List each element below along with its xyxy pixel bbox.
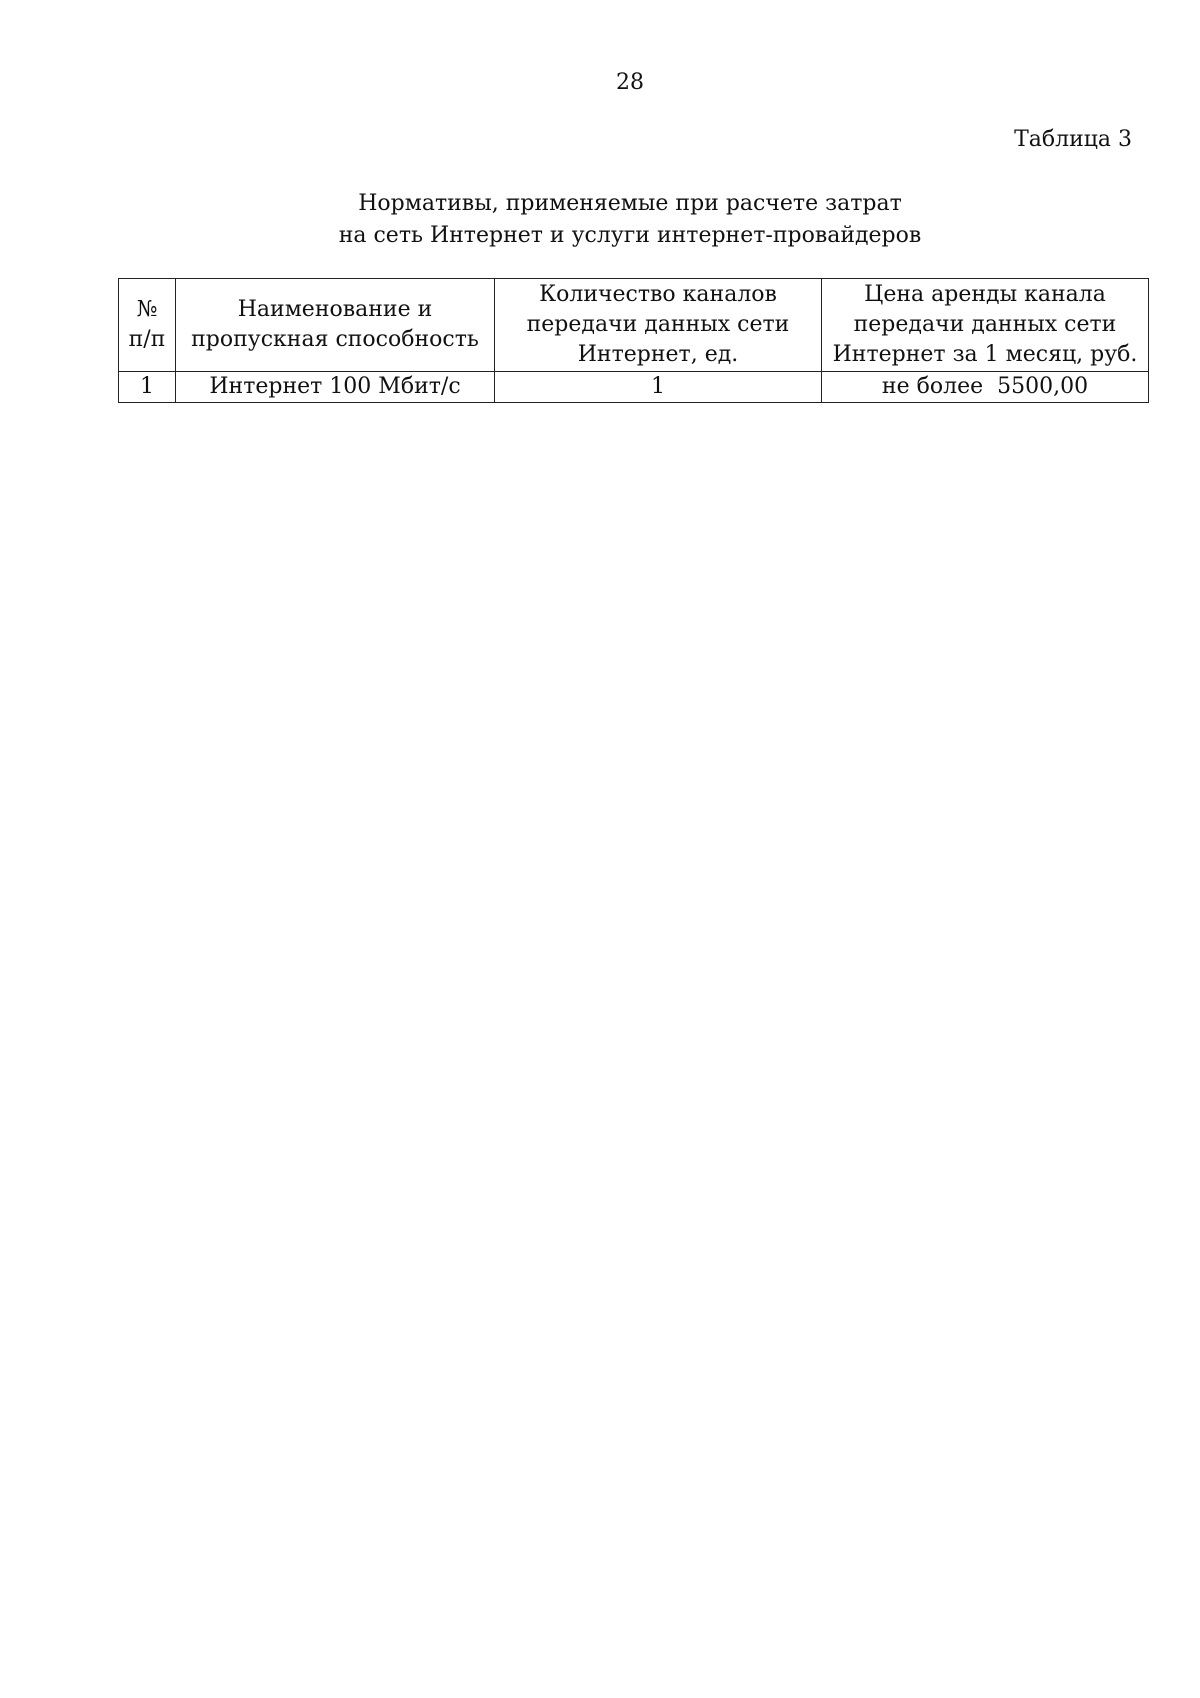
page-number: 28 [616,70,644,95]
header-number: № п/п [119,279,176,372]
cell-count: 1 [495,372,822,403]
document-title [0,188,1200,252]
cell-price: не более 5500,00 [822,372,1149,403]
norms-table [118,278,1149,403]
table-row [119,372,1149,403]
header-channel-count: Количество каналов передачи данных сети Интернет, ед. [495,279,822,372]
cell-number: 1 [119,372,176,403]
table-header-row [119,279,1149,372]
cell-name: Интернет 100 Мбит/с [176,372,495,403]
table-label: Таблица 3 [1014,127,1132,152]
document-title-line-2: на сеть Интернет и услуги интернет-провайдеров [338,223,922,248]
document-title-line-1: Нормативы, применяемые при расчете затрат [358,191,902,216]
header-name: Наименование и пропускная способность [176,279,495,372]
header-price: Цена аренды канала передачи данных сети Интернет за 1 месяц, руб. [822,279,1149,372]
